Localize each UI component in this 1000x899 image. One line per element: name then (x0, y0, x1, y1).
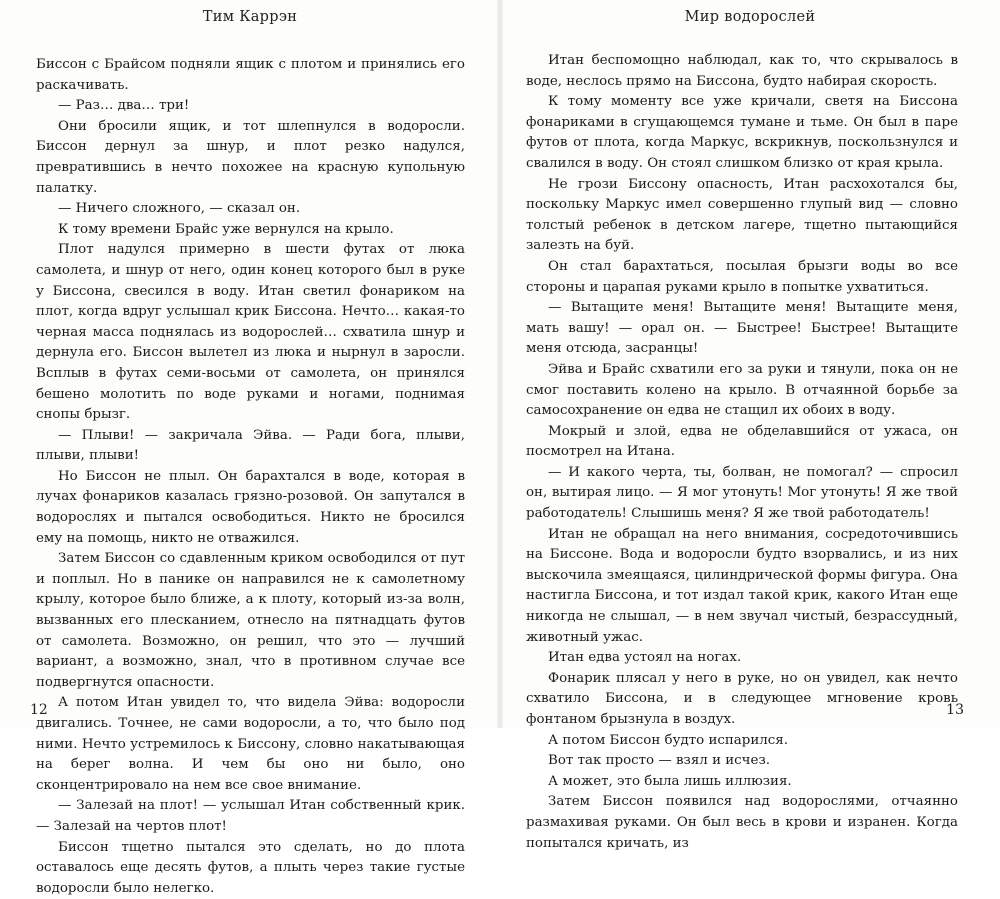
paragraph: Вот так просто — взял и исчез. (548, 753, 771, 769)
paragraph: Итан не обращал на него внимания, сосредоточившись на Биссоне. Вода и водоросли будто взорвались, и из них выскочила змеящаяся, цилиндрической формы фигура. Она настигла Биссона, и тот издал такой крик, какого Итан еще никогда не слышал, — в нем звучал чистый, безрассудный, животный ужас. (526, 526, 958, 645)
paragraph: Не грози Биссону опасность, Итан расхохотался бы, поскольку Маркус имел совершенно глупый вид — словно толстый ребенок в детском лагере, тщетно пытающийся залезть на буй. (526, 176, 958, 254)
paragraph: Эйва и Брайс схватили его за руки и тянули, пока он не смог поставить колено на крыло. В отчаянной борьбе за самосохранение он едва не стащил их обоих в воду. (526, 361, 958, 419)
paragraph: Они бросили ящик, и тот шлепнулся в водоросли. Биссон дернул за шнур, и плот резко надулся, превратившись в нечто похожее на красную купольную палатку. (36, 118, 465, 196)
paragraph: Биссон тщетно пытался это сделать, но до плота оставалось еще десять футов, а плыть через такие густые водоросли было нелегко. (36, 839, 465, 896)
right-page (500, 0, 1000, 851)
paragraph: — И какого черта, ты, болван, не помогал? — спросил он, вытирая лицо. — Я мог утонуть! Мог утонуть! Я же твой работодатель! Слышишь меня? Я же твой работодатель! (526, 464, 958, 522)
paragraph: А может, это была лишь иллюзия. (548, 773, 792, 789)
paragraph: Затем Биссон появился над водорослями, отчаянно размахивая руками. Он был весь в крови и изранен. Когда попытался кричать, из (526, 794, 958, 851)
paragraph: Мокрый и злой, едва не обделавшийся от ужаса, он посмотрел на Итана. (526, 423, 958, 460)
paragraph: Затем Биссон со сдавленным криком освободился от пут и поплыл. Но в панике он направился не к самолетному крылу, которое было ближе, а к плоту, который из-за волн, вызванных его плесканием, отнесло на пятнадцать футов от самолета. Возможно, он решил, что это — лучший вариант, а возможно, знал, что в противном случае все подвергнутся опасности. (36, 551, 465, 690)
paragraph: К тому времени Брайс уже вернулся на крыло. (58, 221, 394, 237)
paragraph: Итан беспомощно наблюдал, как то, что скрывалось в воде, неслось прямо на Биссона, будто набирая скорость. (526, 53, 958, 89)
paragraph: Но Биссон не плыл. Он барахтался в воде, которая в лучах фонариков казалась грязно-розовой. Он запутался в водорослях и пытался освободиться. Никто не бросился ему на помощь, никто не отважился. (36, 468, 465, 546)
left-body-text (36, 55, 465, 899)
page-number-left: 12 (30, 702, 48, 718)
paragraph: А потом Итан увидел то, что видела Эйва: водоросли двигались. Точнее, не сами водоросли, а то, что было под ними. Нечто устремилось к Биссону, словно накатывающая на берег волна. И чем бы оно ни было, оно сконцентрировало на нем все свое внимание. (36, 695, 465, 793)
paragraph: — Залезай на плот! — услышал Итан собственный крик. — Залезай на чертов плот! (36, 798, 465, 834)
paragraph: Плот надулся примерно в шести футах от люка самолета, и шнур от него, один конец которого был в руке у Биссона, свесился в воду. Итан светил фонариком на плот, когда вдруг услышал крик Биссона. Нечто… какая-то черная масса поднялась из водорослей… схватила шнур и дернула его. Биссон вылетел из люка и нырнул в заросли. Всплыв в футах семи-восьми от самолета, он принялся бешено молотить по воде руками и ногами, поднимая снопы брызг. (36, 242, 465, 423)
paragraph: Биссон с Брайсом подняли ящик с плотом и принялись его раскачивать. (36, 57, 465, 93)
running-head-title: Мир водорослей (684, 9, 816, 25)
paragraph: А потом Биссон будто испарился. (548, 732, 788, 748)
paragraph: — Ничего сложного, — сказал он. (58, 201, 301, 217)
paragraph: Фонарик плясал у него в руке, но он увидел, как нечто схватило Биссона, и в следующее мгновение кровь фонтаном брызнула в воздух. (526, 670, 958, 727)
page-number-right: 13 (946, 702, 964, 718)
paragraph: К тому моменту все уже кричали, светя на Биссона фонариками в сгущающемся тумане и тьме. Он был в паре футов от плота, когда Маркус, вскрикнув, поскользнулся и свалился в воду. Он стоял слишком близко от края крыла. (526, 94, 958, 171)
right-body-text (526, 51, 958, 854)
paragraph: Он стал барахтаться, посылая брызги воды во все стороны и царапая руками крыло в попытке ухватиться. (526, 258, 958, 295)
paragraph: — Вытащите меня! Вытащите меня! Вытащите меня, мать вашу! — орал он. — Быстрее! Быстрее! Вытащите меня отсюда, засранцы! (526, 300, 958, 357)
paragraph: — Плыви! — закричала Эйва. — Ради бога, плыви, плыви, плыви! (36, 427, 465, 464)
paragraph: — Раз… два… три! (58, 98, 190, 114)
running-head-author: Тим Каррэн (202, 9, 298, 25)
left-page (0, 0, 500, 896)
paragraph: Итан едва устоял на ногах. (548, 650, 742, 666)
